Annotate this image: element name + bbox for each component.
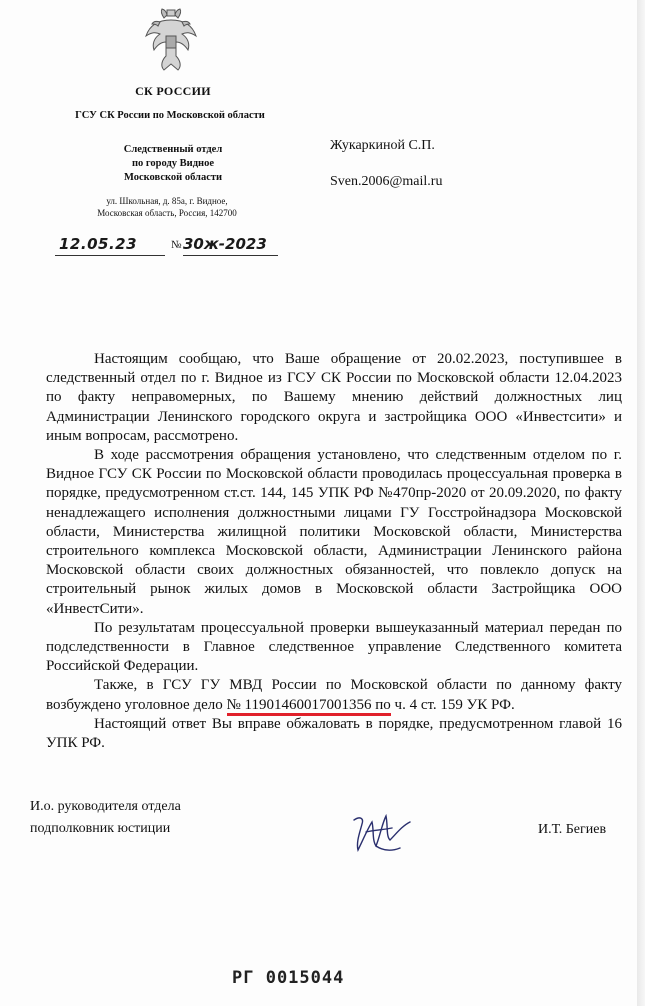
position-line: И.о. руководителя отдела <box>30 799 181 814</box>
department-line: Московской области <box>123 172 223 183</box>
position-line: подполковник юстиции <box>30 821 171 836</box>
number-sign: № <box>171 239 182 251</box>
address-line: ул. Школьная, д. 85а, г. Видное, <box>106 196 228 206</box>
date-underline <box>55 255 165 256</box>
paragraph-4 <box>46 676 622 714</box>
address-block <box>62 195 272 219</box>
paragraph-4-start: Также, в ГСУ ГУ МВД России по Московской области по данному факту возбуждено уголовное дело <box>46 677 622 713</box>
recipient-block <box>330 136 442 192</box>
number-underline <box>183 255 278 256</box>
signatory-position <box>30 796 181 840</box>
criminal-case-number: № 11901460017001356 по <box>227 697 391 716</box>
paragraph-2: В ходе рассмотрения обращения установлено, что следственным отделом по г. Видное ГСУ СК России по Московской области проводилась процессуальная проверка в порядке, предусмотренном ст.ст. 144, 145 УПК РФ №470пр-2020 от 20.09.2020, по факту ненадлежащего исполнения должностными лицами ГУ Госстройнадзора Московской области, Министерства жилищной политики Московской области, Министерства строительного комплекса Московской области, Администрации Ленинского района Московской области своих должностных обязанностей, что повлекло допуск на строительный рынок жилых домов в Московской области Застройщика ООО «ИнвестСити». <box>46 447 622 617</box>
form-serial-number: РГ 0015044 <box>232 968 345 988</box>
recipient-name: Жукаркиной С.П. <box>330 138 435 153</box>
double-headed-eagle-emblem-icon <box>142 8 200 74</box>
handwritten-number: 30ж-2023 <box>183 235 267 253</box>
signer-name: И.Т. Бегиев <box>538 822 607 837</box>
department-block <box>88 143 258 185</box>
department-line: Следственный отдел <box>123 144 223 155</box>
org-subdivision: ГСУ СК России по Московской области <box>75 110 265 121</box>
address-line: Московская область, Россия, 142700 <box>97 208 237 218</box>
registration-line <box>33 235 283 259</box>
department-line: по городу Видное <box>132 158 214 169</box>
letter-body <box>46 350 622 753</box>
handwritten-date: 12.05.23 <box>59 235 138 253</box>
paragraph-5: Настоящий ответ Вы вправе обжаловать в порядке, предусмотренном главой 16 УПК РФ. <box>46 715 622 752</box>
page-edge <box>637 0 645 1006</box>
handwritten-signature-icon <box>346 806 416 856</box>
recipient-email: Sven.2006@mail.ru <box>330 174 443 189</box>
paragraph-1: Настоящим сообщаю, что Ваше обращение от 20.02.2023, поступившее в следственный отдел по г. Видное из ГСУ СК России по Московской области 12.04.2023 по факту неправомерных, по Вашему мнению действий должностных лиц Администрации Ленинского городского округа и застройщика ООО «Инвестсити» и иным вопросам, рассмотрено. <box>46 351 622 444</box>
paragraph-3: По результатам процессуальной проверки вышеуказанный материал передан по подследственности в Главное следственное управление Следственного комитета Российской Федерации. <box>46 619 622 675</box>
org-name: СК РОССИИ <box>135 84 211 98</box>
paragraph-4-end: ч. 4 ст. 159 УК РФ. <box>390 696 515 713</box>
